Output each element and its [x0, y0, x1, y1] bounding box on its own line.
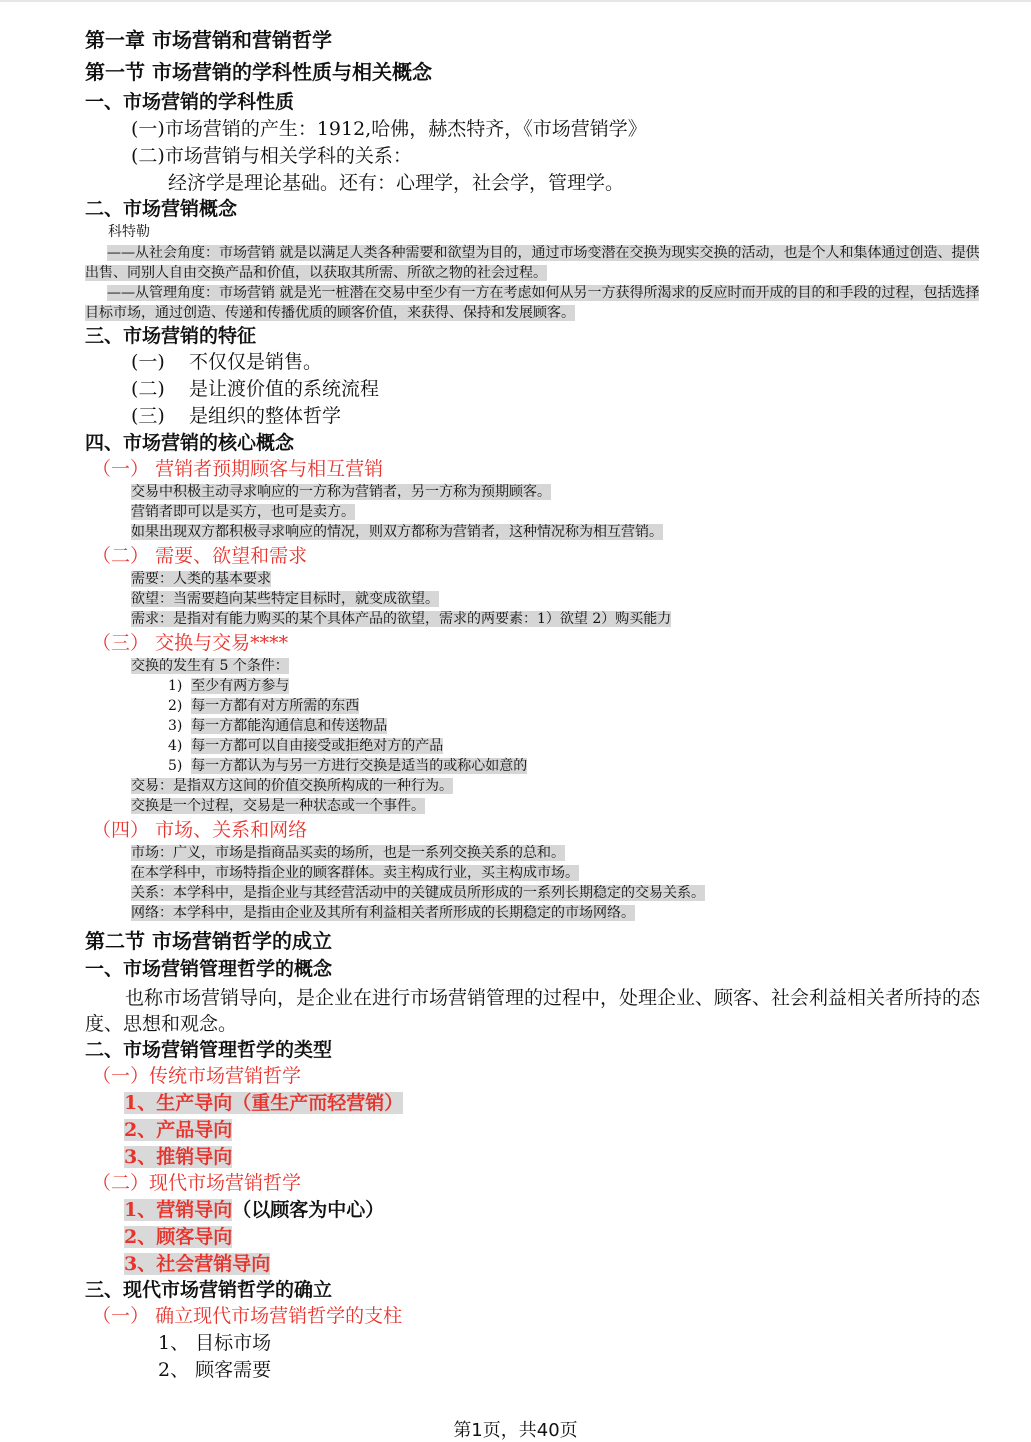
heading-features: 三、市场营销的特征	[85, 325, 257, 347]
heading-philosophy-concept: 一、市场营销管理哲学的概念	[85, 958, 333, 980]
feature-1	[131, 351, 322, 375]
core-d-line-3	[131, 885, 705, 903]
core-b-line-3	[131, 611, 671, 629]
relation-line: (二)市场营销与相关学科的关系：	[131, 145, 412, 167]
traditional-philosophy: （一）传统市场营销哲学	[92, 1065, 302, 1087]
pillars-title: 确立现代市场营销哲学的支柱	[155, 1305, 403, 1327]
core-a-number: （一）	[92, 458, 150, 480]
feature-3-text: 是组织的整体哲学	[189, 405, 342, 427]
core-d-line-4	[131, 905, 635, 923]
condition-2-text: 每一方都有对方所需的东西	[191, 698, 360, 714]
core-c-number: （三）	[92, 632, 150, 654]
core-a-line-1-text: 交易中积极主动寻求响应的一方称为营销者，另一方称为预期顾客。	[131, 484, 551, 500]
core-d-number: （四）	[92, 819, 150, 841]
pillars-number: （一）	[92, 1305, 150, 1327]
economics-line: 经济学是理论基础。还有：心理学，社会学，管理学。	[168, 172, 625, 194]
selling-orientation	[124, 1146, 232, 1170]
condition-3	[168, 718, 387, 736]
societal-marketing-orientation	[124, 1253, 270, 1277]
pillar-target-market: 1、 目标市场	[158, 1332, 272, 1354]
core-c-intro-text: 交换的发生有 5 个条件：	[131, 658, 289, 674]
section-2-title: 第二节 市场营销哲学的成立	[85, 929, 332, 953]
condition-4-text: 每一方都可以自由接受或拒绝对方的产品	[191, 738, 444, 754]
core-d-line-2-text: 在本学科中，市场特指企业的顾客群体。卖主构成行业，买主构成市场。	[131, 865, 579, 881]
core-a-line-2-text: 营销者即可以是买方，也可是卖方。	[131, 504, 355, 520]
core-c-process	[131, 798, 425, 816]
feature-2-text: 是让渡价值的系统流程	[189, 378, 380, 400]
pillars-heading	[92, 1305, 402, 1329]
heading-discipline-nature: 一、市场营销的学科性质	[85, 91, 295, 113]
core-b-line-2-text: 欲望：当需要趋向某些特定目标时，就变成欲望。	[131, 591, 439, 607]
feature-2	[131, 378, 379, 402]
management-definition	[85, 283, 985, 323]
feature-3-number: (三)	[131, 405, 165, 427]
core-d-line-3-text: 关系：本学科中，是指企业与其经营活动中的关键成员所形成的一系列长期稳定的交易关系。	[131, 885, 705, 901]
core-d-line-1-text: 市场：广义，市场是指商品买卖的场所，也是一系列交换关系的总和。	[131, 845, 565, 861]
core-b-line-1	[131, 571, 271, 589]
modern-philosophy: （二）现代市场营销哲学	[92, 1172, 302, 1194]
author-kotler: 科特勒	[108, 224, 150, 240]
heading-philosophy-types: 二、市场营销管理哲学的类型	[85, 1039, 333, 1061]
product-orientation	[124, 1119, 232, 1143]
selling-orientation-text: 3、推销导向	[124, 1146, 233, 1168]
condition-2-number: 2)	[168, 698, 183, 714]
core-b-heading	[92, 545, 307, 569]
societal-marketing-orientation-text: 3、社会营销导向	[124, 1253, 271, 1275]
pillar-customer-needs: 2、 顾客需要	[158, 1359, 272, 1381]
customer-centered-note: （以顾客为中心）	[232, 1199, 385, 1221]
feature-3	[131, 405, 341, 429]
core-c-process-text: 交换是一个过程，交易是一种状态或一个事件。	[131, 798, 425, 814]
core-d-line-2	[131, 865, 579, 883]
core-a-line-1	[131, 484, 551, 502]
core-d-title: 市场、关系和网络	[155, 819, 308, 841]
condition-5	[168, 758, 527, 776]
condition-3-number: 3)	[168, 718, 183, 734]
condition-1-number: 1)	[168, 678, 183, 694]
core-d-line-4-text: 网络：本学科中，是指由企业及其所有利益相关者所形成的长期稳定的市场网络。	[131, 905, 635, 921]
chapter-title: 第一章 市场营销和营销哲学	[85, 28, 332, 52]
heading-core-concepts: 四、市场营销的核心概念	[85, 432, 295, 454]
core-c-transaction-text: 交易：是指双方这间的价值交换所构成的一种行为。	[131, 778, 453, 794]
feature-1-text: 不仅仅是销售。	[189, 351, 323, 373]
condition-2	[168, 698, 359, 716]
heading-marketing-concept: 二、市场营销概念	[85, 198, 238, 220]
feature-1-number: (一)	[131, 351, 165, 373]
origin-line: (一)市场营销的产生：1912,哈佛，赫杰特齐，《市场营销学》	[131, 118, 647, 140]
feature-2-number: (二)	[131, 378, 165, 400]
production-orientation	[124, 1092, 403, 1116]
core-a-line-2	[131, 504, 355, 522]
condition-4	[168, 738, 443, 756]
core-d-line-1	[131, 845, 565, 863]
philosophy-definition: 也称市场营销导向，是企业在进行市场营销管理的过程中，处理企业、顾客、社会利益相关者所持的态度、思想和观念。	[85, 987, 981, 1035]
core-c-heading	[92, 632, 288, 656]
social-definition	[85, 243, 985, 283]
production-orientation-text: 1、生产导向（重生产而轻营销）	[124, 1092, 404, 1114]
core-c-intro	[131, 658, 289, 676]
core-b-line-2	[131, 591, 439, 609]
social-definition-text: ——从社会角度：市场营销 就是以满足人类各种需要和欲望为目的，通过市场变潜在交换为现实交换的活动，也是个人和集体通过创造、提供出售、同别人自由交换产品和价值，以获取其所需、所欲之物的社会过程。	[85, 245, 980, 281]
product-orientation-text: 2、产品导向	[124, 1119, 233, 1141]
condition-1	[168, 678, 289, 696]
customer-orientation	[124, 1226, 232, 1250]
section-1-title: 第一节 市场营销的学科性质与相关概念	[85, 60, 432, 84]
condition-3-text: 每一方都能沟通信息和传送物品	[191, 718, 388, 734]
condition-5-text: 每一方都认为与另一方进行交换是适当的或称心如意的	[191, 758, 528, 774]
condition-1-text: 至少有两方参与	[191, 678, 290, 694]
core-a-title: 营销者预期顾客与相互营销	[155, 458, 384, 480]
core-b-title: 需要、欲望和需求	[155, 545, 308, 567]
top-scroll-edge	[0, 0, 1031, 2]
management-definition-text: ——从管理角度：市场营销 就是光一桩潜在交易中至少有一方在考虑如何从另一方获得所渴求的反应时而开成的目的和手段的过程，包括选择目标市场，通过创造、传递和传播优质的顾客价值，来获得、保持和发展顾客。	[85, 285, 980, 321]
condition-5-number: 5)	[168, 758, 183, 774]
page-number-footer: 第1页，共40页	[453, 1420, 578, 1441]
heading-establishment: 三、现代市场营销哲学的确立	[85, 1279, 333, 1301]
core-a-line-3-text: 如果出现双方都积极寻求响应的情况，则双方都称为营销者，这种情况称为相互营销。	[131, 524, 663, 540]
core-c-transaction	[131, 778, 453, 796]
marketing-orientation	[124, 1199, 384, 1223]
customer-orientation-text: 2、顾客导向	[124, 1226, 233, 1248]
core-a-line-3	[131, 524, 663, 542]
core-b-number: （二）	[92, 545, 150, 567]
core-b-line-3-text: 需求：是指对有能力购买的某个具体产品的欲望，需求的两要素：1）欲望 2）购买能力	[131, 611, 672, 627]
core-c-title: 交换与交易****	[155, 632, 289, 654]
core-d-heading	[92, 819, 307, 843]
condition-4-number: 4)	[168, 738, 183, 754]
marketing-orientation-text: 1、营销导向	[124, 1199, 233, 1221]
core-b-line-1-text: 需要：人类的基本要求	[131, 571, 271, 587]
core-a-heading	[92, 458, 383, 482]
